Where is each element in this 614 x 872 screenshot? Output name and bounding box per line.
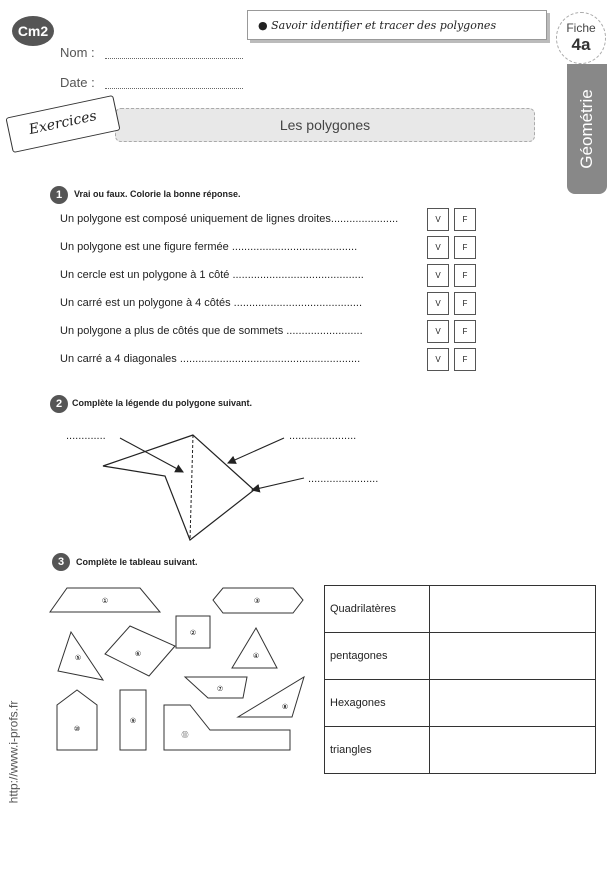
classification-table: [324, 585, 596, 774]
site-url[interactable]: http://www.i-profs.fr: [6, 700, 21, 804]
true-box[interactable]: V: [427, 348, 449, 371]
row-label: Quadrilatères: [325, 586, 430, 633]
statement-text: Un carré a 4 diagonales ...........................................................: [60, 353, 361, 365]
answer-cell[interactable]: [430, 586, 596, 633]
page-title: Les polygones: [115, 108, 535, 142]
exercices-stamp: Exercices: [5, 95, 120, 153]
legend-blank-2[interactable]: ......................: [289, 430, 357, 442]
polygon-shape: [103, 435, 254, 540]
arrow-1: [120, 438, 183, 472]
shape-label-1: ①: [101, 597, 109, 605]
row-label: triangles: [325, 727, 430, 774]
false-box[interactable]: F: [454, 292, 476, 315]
shape-4: [232, 628, 277, 668]
fiche-label: Fiche: [566, 21, 596, 35]
shape-label-6: ⑥: [134, 650, 142, 658]
objective-box: [247, 10, 547, 40]
row-label: pentagones: [325, 633, 430, 680]
exercise1-number: 1: [50, 186, 68, 204]
false-box[interactable]: F: [454, 264, 476, 287]
true-box[interactable]: V: [427, 264, 449, 287]
shapes-figure: [45, 580, 310, 765]
answer-cell[interactable]: [430, 680, 596, 727]
nom-field[interactable]: [105, 57, 243, 59]
level-badge: Cm2: [12, 16, 54, 46]
date-label: Date :: [60, 75, 95, 90]
exercise2-title: Complète la légende du polygone suivant.: [72, 398, 253, 408]
objective-text: Savoir identifier et tracer des polygones: [271, 19, 497, 32]
false-box[interactable]: F: [454, 320, 476, 343]
fiche-number: 4a: [571, 35, 591, 54]
shape-8: [238, 677, 304, 717]
table-row: [325, 680, 596, 727]
shape-label-11: ⑪: [181, 731, 189, 739]
date-field[interactable]: [105, 87, 243, 89]
shape-label-9: ⑨: [129, 717, 137, 725]
answer-cell[interactable]: [430, 727, 596, 774]
table-row: [325, 586, 596, 633]
statement-text: Un cercle est un polygone à 1 côté ...........................................: [60, 269, 364, 281]
false-box[interactable]: F: [454, 348, 476, 371]
statement-text: Un polygone est une figure fermée .........................................: [60, 241, 358, 253]
exercise1-title: Vrai ou faux. Colorie la bonne réponse.: [74, 189, 241, 199]
statement-text: Un polygone est composé uniquement de lignes droites......................: [60, 213, 399, 225]
polygon-diagram: [0, 420, 420, 550]
statement-text: Un carré est un polygone à 4 côtés ..........................................: [60, 297, 363, 309]
true-box[interactable]: V: [427, 236, 449, 259]
table-row: [325, 727, 596, 774]
shape-11: [164, 705, 290, 750]
shape-label-8: ⑧: [281, 703, 289, 711]
legend-blank-1[interactable]: .............: [66, 430, 106, 442]
subject-tab: [567, 64, 607, 194]
nom-label: Nom :: [60, 45, 95, 60]
statement-text: Un polygone a plus de côtés que de sommets .........................: [60, 325, 363, 337]
diagonal-line: [190, 435, 193, 540]
exercise2-number: 2: [50, 395, 68, 413]
shape-label-5: ⑤: [74, 654, 82, 662]
row-label: Hexagones: [325, 680, 430, 727]
shape-label-4: ④: [252, 652, 260, 660]
shape-label-7: ⑦: [216, 685, 224, 693]
false-box[interactable]: F: [454, 236, 476, 259]
exercise3-title: Complète le tableau suivant.: [76, 557, 198, 567]
subject-label: Géométrie: [577, 89, 596, 169]
true-box[interactable]: V: [427, 320, 449, 343]
exercise3-number: 3: [52, 553, 70, 571]
fiche-badge: [556, 12, 606, 64]
legend-blank-3[interactable]: .......................: [308, 473, 379, 485]
shape-10: [57, 690, 97, 750]
answer-cell[interactable]: [430, 633, 596, 680]
true-box[interactable]: V: [427, 208, 449, 231]
shape-label-2: ②: [189, 629, 197, 637]
shape-label-10: ⑩: [73, 725, 81, 733]
bullet-icon: ●: [258, 19, 272, 32]
table-row: [325, 633, 596, 680]
false-box[interactable]: F: [454, 208, 476, 231]
arrow-2: [228, 438, 284, 463]
true-box[interactable]: V: [427, 292, 449, 315]
arrow-3: [252, 478, 304, 490]
shape-label-3: ③: [253, 597, 261, 605]
